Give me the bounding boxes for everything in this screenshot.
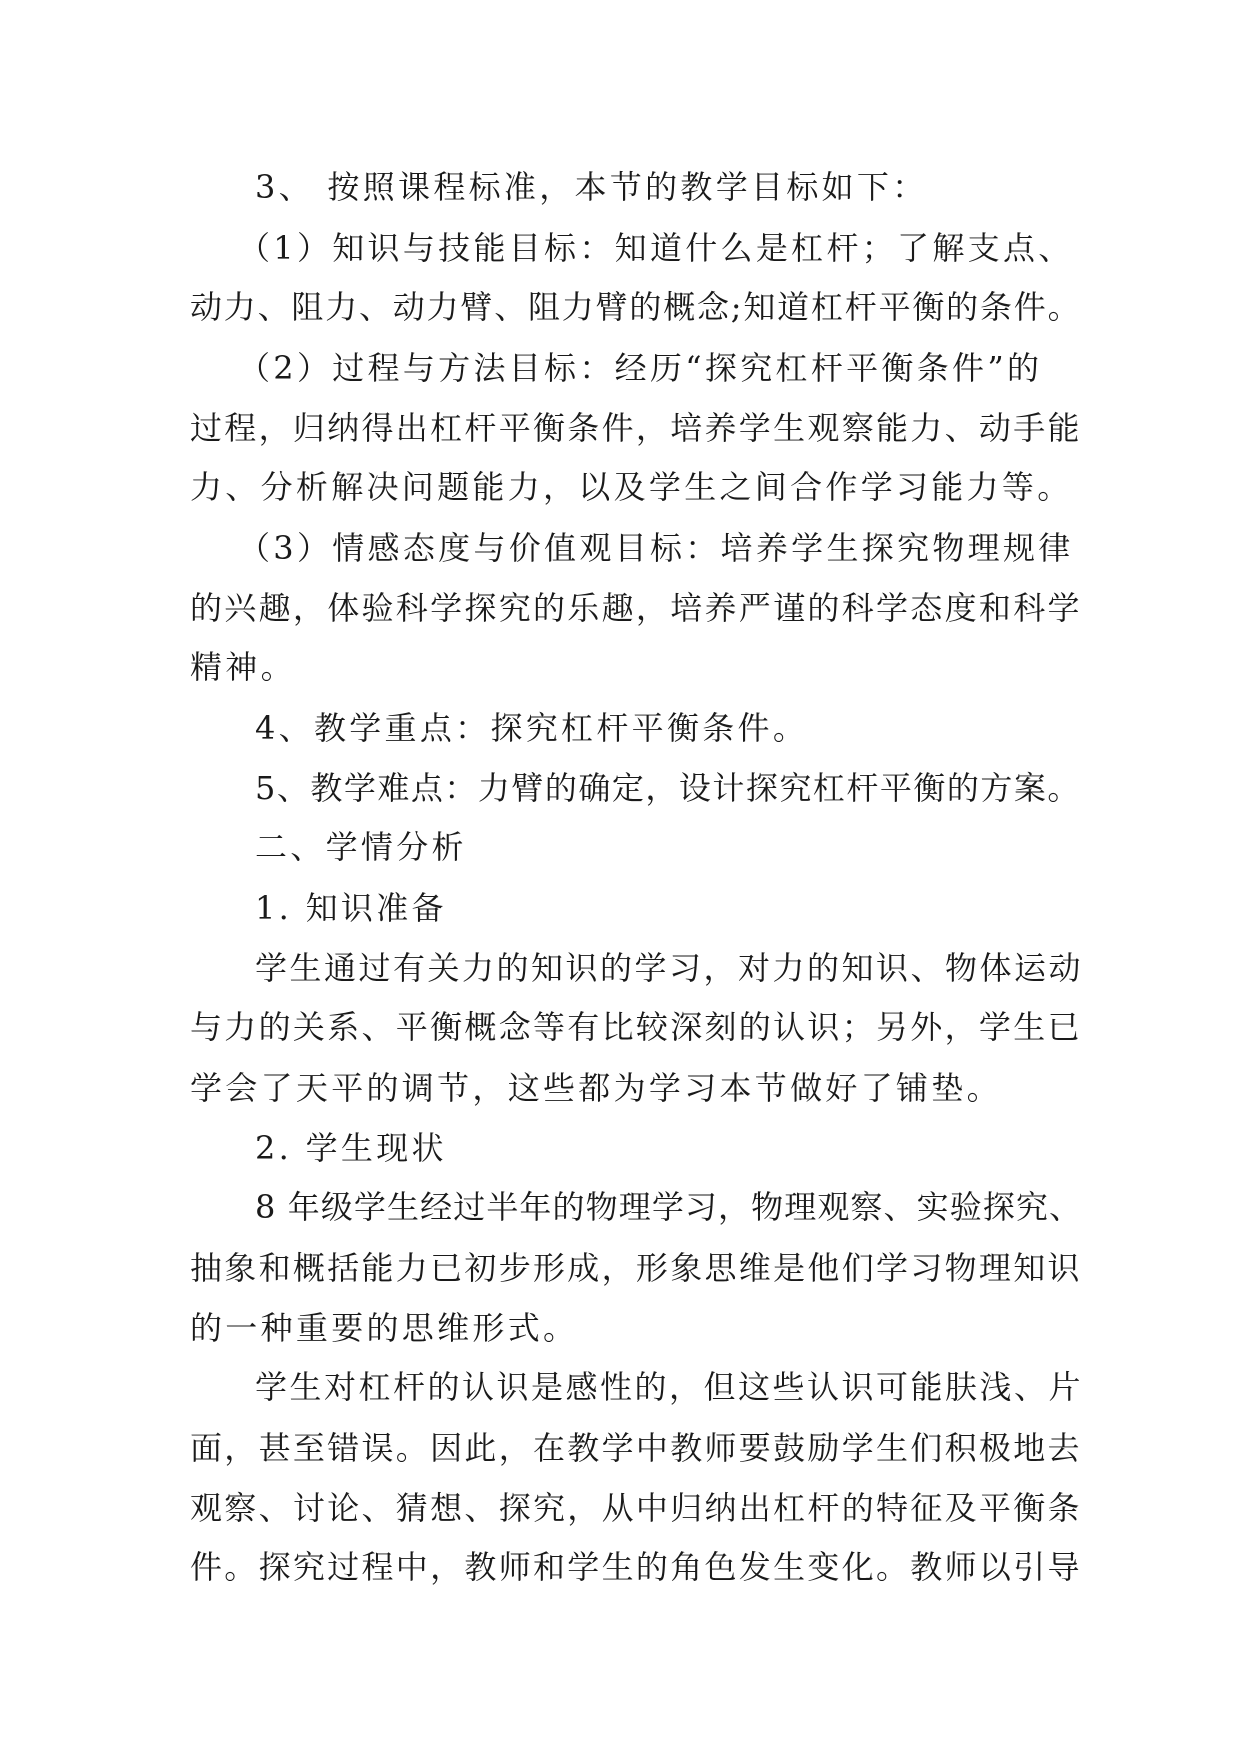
goal-process-line-2: 过程，归纳得出杠杆平衡条件，培养学生观察能力、动手能: [190, 409, 1082, 447]
goal-attitude-line-3: 精神。: [190, 648, 296, 686]
subheading-knowledge-preparation: 1. 知识准备: [255, 889, 447, 927]
lever-understanding-line-2: 面，甚至错误。因此，在教学中教师要鼓励学生们积极地去: [190, 1429, 1082, 1467]
student-status-line-2: 抽象和概括能力已初步形成，形象思维是他们学习物理知识: [190, 1249, 1082, 1287]
goal-knowledge-line-2: 动力、阻力、动力臂、阻力臂的概念;知道杠杆平衡的条件。: [190, 288, 1082, 326]
student-status-line-3: 的一种重要的思维形式。: [190, 1309, 579, 1347]
goal-knowledge-line-1: （1）知识与技能目标：知道什么是杠杆；了解支点、: [238, 229, 1074, 267]
goal-process-line-3: 力、分析解决问题能力，以及学生之间合作学习能力等。: [190, 468, 1073, 506]
knowledge-prep-line-1: 学生通过有关力的知识的学习，对力的知识、物体运动: [255, 949, 1084, 987]
lever-understanding-line-1: 学生对杠杆的认识是感性的，但这些认识可能肤浅、片: [255, 1368, 1084, 1406]
lever-understanding-line-3: 观察、讨论、猜想、探究，从中归纳出杠杆的特征及平衡条: [190, 1489, 1082, 1527]
goals-heading: 3、 按照课程标准，本节的教学目标如下：: [255, 168, 928, 206]
goal-process-line-1: （2）过程与方法目标：经历“探究杠杆平衡条件”的: [238, 349, 1043, 387]
teaching-focus: 4、教学重点：探究杠杆平衡条件。: [255, 709, 809, 747]
goal-attitude-line-2: 的兴趣，体验科学探究的乐趣，培养严谨的科学态度和科学: [190, 589, 1082, 627]
goal-attitude-line-1: （3）情感态度与价值观目标：培养学生探究物理规律: [238, 529, 1074, 567]
teaching-difficulty: 5、教学难点：力臂的确定，设计探究杠杆平衡的方案。: [255, 769, 1081, 807]
subheading-student-status: 2. 学生现状: [255, 1129, 447, 1167]
lever-understanding-line-4: 件。探究过程中，教师和学生的角色发生变化。教师以引导: [190, 1548, 1082, 1586]
section-heading-learner-analysis: 二、学情分析: [255, 828, 467, 866]
knowledge-prep-line-2: 与力的关系、平衡概念等有比较深刻的认识；另外，学生已: [190, 1008, 1082, 1046]
student-status-line-1: 8 年级学生经过半年的物理学习，物理观察、实验探究、: [255, 1188, 1083, 1226]
knowledge-prep-line-3: 学会了天平的调节，这些都为学习本节做好了铺垫。: [190, 1069, 1002, 1107]
